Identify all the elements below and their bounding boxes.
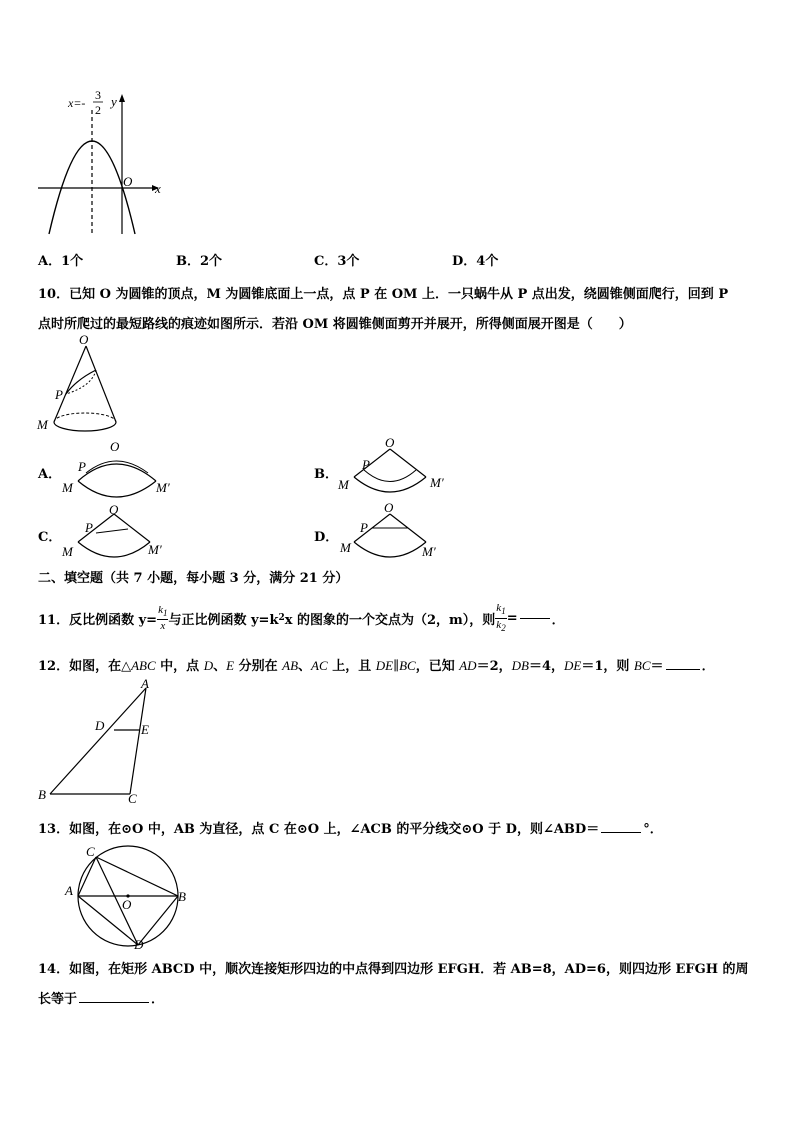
- q10-option-c-label[interactable]: C．: [38, 530, 62, 545]
- q9-option-a[interactable]: A．1个: [38, 254, 84, 269]
- svg-text:P: P: [55, 387, 63, 402]
- section2-title: 二、填空题（共 7 小题，每小题 3 分，满分 21 分）: [38, 571, 349, 586]
- svg-text:E: E: [141, 722, 149, 737]
- q9-option-c[interactable]: C．3个: [314, 254, 360, 269]
- svg-text:O: O: [79, 334, 89, 347]
- q14-answer-blank[interactable]: [79, 1001, 149, 1003]
- svg-text:D: D: [134, 937, 144, 952]
- cone-figure: [34, 334, 124, 438]
- svg-text:M′: M′: [422, 544, 436, 559]
- axis-x-label: x: [155, 181, 161, 196]
- svg-text:O: O: [385, 437, 395, 450]
- q14-line1: 14．如图，在矩形 ABCD 中，顺次连接矩形四边的中点得到四边形 EFGH．若 AB=8，AD=6，则四边形 EFGH 的周: [38, 962, 749, 977]
- q10-option-c-figure[interactable]: [58, 502, 188, 564]
- svg-text:M: M: [62, 544, 73, 559]
- q10-line2: 点时所爬过的最短路线的痕迹如图所示．若沿 OM 将圆锥侧面剪开并展开，所得侧面展开图是（ ）: [38, 317, 632, 332]
- svg-text:O: O: [122, 897, 132, 912]
- circle-figure: [62, 840, 192, 952]
- svg-text:C: C: [128, 791, 137, 806]
- symmetry-label-num: 3: [95, 88, 101, 102]
- svg-text:A: A: [141, 676, 149, 691]
- origin-label: O: [123, 174, 133, 189]
- svg-text:P: P: [85, 520, 93, 535]
- svg-text:M′: M′: [430, 475, 444, 490]
- q11-text: 11．反比例函数 y= $\frac{k_1}{x}$ 与正比例函数 y=k 2 x 的图象的一个交点为（2，m），则 $\frac{k_1}{k_2}$ = ．: [38, 602, 565, 633]
- q14-line2: 长等于 ．: [38, 992, 165, 1007]
- svg-text:M′: M′: [156, 480, 170, 495]
- parabola-graph: [34, 88, 174, 238]
- q10-option-a-label[interactable]: A．: [38, 467, 62, 482]
- svg-text:C: C: [86, 844, 95, 859]
- q10-option-d-figure[interactable]: [334, 502, 464, 564]
- q9-option-b[interactable]: B．2个: [176, 254, 223, 269]
- svg-text:M: M: [37, 417, 48, 432]
- y-axis-arrow: [119, 94, 125, 102]
- svg-text:M: M: [62, 480, 73, 495]
- svg-text:M: M: [340, 540, 351, 555]
- svg-text:P: P: [362, 457, 370, 472]
- q10-option-b-figure[interactable]: [334, 437, 464, 499]
- q13-answer-blank[interactable]: [601, 831, 641, 833]
- q11-answer-blank[interactable]: [520, 617, 550, 619]
- svg-text:P: P: [360, 520, 368, 535]
- q9-option-d[interactable]: D．4个: [452, 254, 499, 269]
- svg-text:B: B: [178, 889, 186, 904]
- svg-text:B: B: [38, 787, 46, 802]
- svg-text:O: O: [109, 502, 119, 517]
- svg-text:M: M: [338, 477, 349, 492]
- q12-answer-blank[interactable]: [666, 668, 700, 670]
- axis-y-label: y: [111, 94, 117, 109]
- svg-text:D: D: [95, 718, 105, 733]
- triangle-figure: [34, 676, 164, 806]
- q10-option-b-label[interactable]: B．: [314, 467, 338, 482]
- q12-text: 12．如图，在△ABC 中，点 D、E 分别在 AB、AC 上，且 DE∥BC，已知 AD＝2，DB＝4，DE＝1，则 BC＝ ．: [38, 658, 715, 674]
- symmetry-label: x=-: [68, 96, 86, 110]
- svg-text:P: P: [78, 459, 86, 474]
- svg-text:M′: M′: [148, 542, 162, 557]
- svg-text:A: A: [65, 883, 73, 898]
- q10-line1: 10．已知 O 为圆锥的顶点，M 为圆锥底面上一点，点 P 在 OM 上．一只蜗牛从 P 点出发，绕圆锥侧面爬行，回到 P: [38, 287, 729, 302]
- q10-option-a-figure[interactable]: [58, 437, 188, 499]
- q13-text: 13．如图，在⊙O 中，AB 为直径，点 C 在⊙O 上，∠ACB 的平分线交⊙O 于 D，则∠ABD＝ °．: [38, 822, 663, 837]
- q10-option-d-label[interactable]: D．: [314, 530, 339, 545]
- svg-text:O: O: [384, 502, 394, 515]
- svg-text:O: O: [110, 439, 120, 454]
- symmetry-label-den: 2: [95, 103, 101, 117]
